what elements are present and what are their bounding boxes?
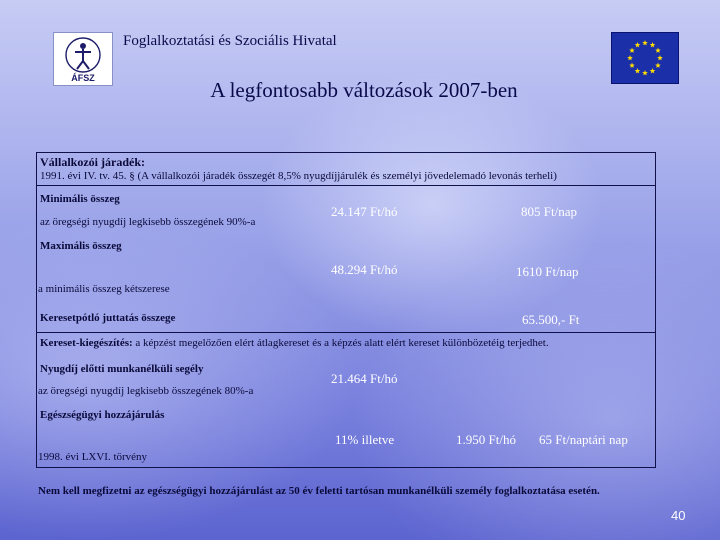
footnote: Nem kell megfizetni az egészségügyi hozzájárulást az 50 év feletti tartósan munkanélküli személy foglalkoztatása esetén. xyxy=(38,485,600,497)
eu-star-icon xyxy=(650,68,656,73)
earnings-supplement-row xyxy=(40,337,549,350)
eu-star-icon xyxy=(642,40,648,45)
entrepreneur-text: 1991. évi IV. tv. 45. § (A vállalkozói járadék összegét 8,5% nyugdíjjárulék és személyi jövedelemadó levonás terheli) xyxy=(40,170,557,182)
min-amount-label: Minimális összeg xyxy=(40,193,120,205)
pre-retirement-monthly: 21.464 Ft/hó xyxy=(331,371,398,386)
eu-star-icon xyxy=(657,55,663,60)
health-contribution-law: 1998. évi LXVI. törvény xyxy=(38,451,148,463)
max-amount-monthly: 48.294 Ft/hó xyxy=(331,262,398,277)
max-amount-daily: 1610 Ft/nap xyxy=(516,264,579,279)
health-contribution-monthly: 1.950 Ft/hó xyxy=(456,432,516,447)
eu-star-icon xyxy=(635,42,641,47)
earnings-supplement-text: a képzést megelőzően elért átlagkereset és a képzés alatt elért kereset különbözetéig terjedhet. xyxy=(135,337,549,349)
logo-text: ÁFSZ xyxy=(71,73,95,83)
income-supplement-amount: 65.500,- Ft xyxy=(522,312,580,327)
health-contribution-percent: 11% xyxy=(335,432,359,447)
org-name: Foglalkoztatási és Szociális Hivatal xyxy=(123,33,337,49)
eu-star-icon xyxy=(627,55,633,60)
income-supplement-label: Keresetpótló juttatás összege xyxy=(40,312,176,324)
health-contribution-daily: 65 Ft/naptári nap xyxy=(539,432,628,447)
page-number: 40 xyxy=(671,508,686,523)
eu-star-icon xyxy=(629,63,635,68)
earnings-supplement-label: Kereset-kiegészítés: xyxy=(40,337,133,349)
pre-retirement-label: Nyugdíj előtti munkanélküli segély xyxy=(40,363,204,375)
min-amount-note: az öregségi nyugdíj legkisebb összegének 90%-a xyxy=(40,216,256,228)
eu-star-icon xyxy=(655,48,661,53)
eu-flag-icon xyxy=(611,32,679,84)
entrepreneur-heading: Vállalkozói járadék: xyxy=(40,155,145,169)
min-amount-daily: 805 Ft/nap xyxy=(521,204,577,219)
health-contribution-percent-row xyxy=(335,433,394,446)
eu-star-icon xyxy=(629,48,635,53)
page-title: A legfontosabb változások 2007-ben xyxy=(210,78,518,102)
eu-star-icon xyxy=(635,68,641,73)
pre-retirement-note: az öregségi nyugdíj legkisebb összegének 80%-a xyxy=(38,385,254,397)
row-divider xyxy=(36,185,656,186)
eu-star-icon xyxy=(642,70,648,75)
eu-star-icon xyxy=(650,42,656,47)
min-amount-monthly: 24.147 Ft/hó xyxy=(331,204,398,219)
health-contribution-label: Egészségügyi hozzájárulás xyxy=(40,409,165,421)
health-contribution-or: illetve xyxy=(361,432,395,447)
row-divider xyxy=(36,332,656,333)
max-amount-label: Maximális összeg xyxy=(40,240,122,252)
eu-star-icon xyxy=(655,63,661,68)
max-amount-note: a minimális összeg kétszerese xyxy=(38,283,170,295)
